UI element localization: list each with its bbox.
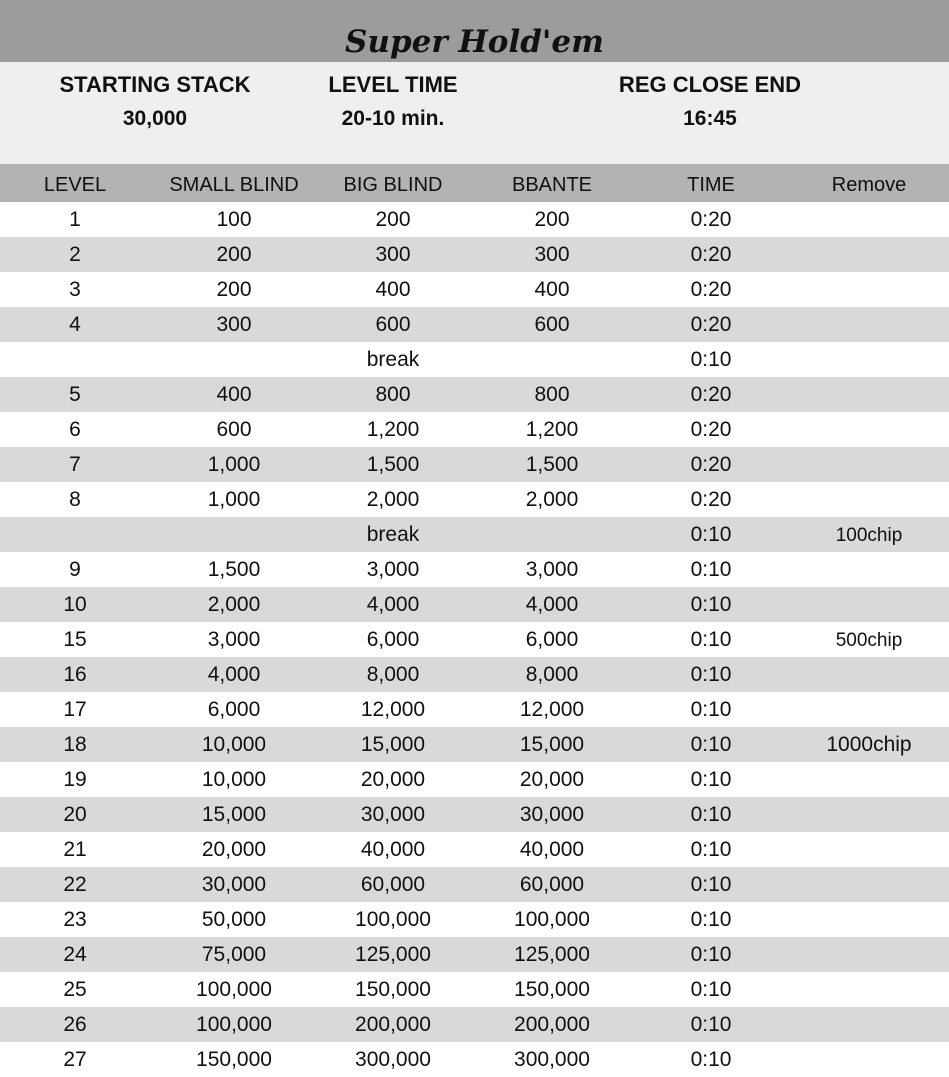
small-blind-cell: 100,000: [196, 1013, 272, 1036]
level-cell: 21: [63, 838, 87, 861]
small-blind-cell: 100: [216, 208, 252, 231]
bbante-cell: 2,000: [525, 488, 579, 511]
time-cell: 0:20: [690, 278, 732, 301]
small-blind-cell: 3,000: [207, 628, 261, 651]
bbante-cell: 100,000: [514, 908, 590, 931]
time-cell: 0:10: [690, 1013, 732, 1036]
reg-close-info: [619, 70, 801, 134]
remove-cell: 500chip: [835, 630, 903, 651]
time-cell: 0:10: [690, 663, 732, 686]
time-cell: 0:10: [690, 593, 732, 616]
bbante-cell: 1,200: [525, 418, 579, 441]
level-cell: 22: [63, 873, 87, 896]
table-row: [0, 727, 949, 762]
level-cell: 20: [63, 803, 87, 826]
table-row: [0, 1042, 949, 1077]
small-blind-cell: 2,000: [207, 593, 261, 616]
time-cell: 0:10: [690, 1048, 732, 1071]
table-header: [0, 164, 949, 202]
small-blind-cell: 400: [216, 383, 252, 406]
level-cell: 24: [63, 943, 87, 966]
level-cell: 26: [63, 1013, 87, 1036]
time-cell: 0:20: [690, 453, 732, 476]
big-blind-cell: 400: [375, 278, 411, 301]
big-blind-cell: break: [366, 348, 420, 371]
table-row: [0, 902, 949, 937]
big-blind-cell: 300,000: [355, 1048, 431, 1071]
time-cell: 0:20: [690, 313, 732, 336]
small-blind-cell: 200: [216, 278, 252, 301]
bbante-cell: 125,000: [514, 943, 590, 966]
time-cell: 0:10: [690, 628, 732, 651]
bbante-cell: 15,000: [519, 733, 585, 756]
reg-close-label: REG CLOSE END: [618, 72, 802, 97]
level-time-info: [328, 70, 457, 134]
small-blind-cell: 200: [216, 243, 252, 266]
big-blind-cell: 40,000: [360, 838, 426, 861]
level-cell: 5: [69, 383, 81, 406]
table-row: [0, 1007, 949, 1042]
bbante-cell: 4,000: [525, 593, 579, 616]
table-row: [0, 937, 949, 972]
small-blind-cell: 1,000: [207, 488, 261, 511]
level-cell: 18: [63, 733, 87, 756]
level-cell: 23: [63, 908, 87, 931]
header-big-blind: BIG BLIND: [343, 174, 443, 196]
small-blind-cell: 10,000: [201, 768, 267, 791]
break-row: [0, 342, 949, 377]
level-cell: 6: [69, 418, 81, 441]
remove-cell: 1000chip: [826, 733, 912, 756]
time-cell: 0:10: [690, 978, 732, 1001]
time-cell: 0:10: [690, 698, 732, 721]
time-cell: 0:20: [690, 243, 732, 266]
big-blind-cell: 4,000: [366, 593, 420, 616]
table-row: [0, 412, 949, 447]
bbante-cell: 12,000: [519, 698, 585, 721]
level-cell: 3: [69, 278, 81, 301]
level-cell: 8: [69, 488, 81, 511]
time-cell: 0:10: [690, 348, 732, 371]
table-row: [0, 587, 949, 622]
time-cell: 0:10: [690, 523, 732, 546]
time-cell: 0:10: [690, 803, 732, 826]
big-blind-cell: 60,000: [360, 873, 426, 896]
page-title: Super Hold'em: [345, 24, 604, 60]
table-row: [0, 272, 949, 307]
time-cell: 0:10: [690, 908, 732, 931]
bbante-cell: 1,500: [525, 453, 579, 476]
table-row: [0, 657, 949, 692]
big-blind-cell: 100,000: [355, 908, 431, 931]
small-blind-cell: 30,000: [201, 873, 267, 896]
level-cell: 15: [63, 628, 87, 651]
big-blind-cell: 8,000: [366, 663, 420, 686]
bbante-cell: 8,000: [525, 663, 579, 686]
bbante-cell: 3,000: [525, 558, 579, 581]
big-blind-cell: 12,000: [360, 698, 426, 721]
big-blind-cell: 800: [375, 383, 411, 406]
level-cell: 9: [69, 558, 81, 581]
small-blind-cell: 100,000: [196, 978, 272, 1001]
level-time-value: 20-10 min.: [341, 107, 445, 130]
header-level: LEVEL: [43, 174, 107, 196]
big-blind-cell: 150,000: [355, 978, 431, 1001]
header-remove: Remove: [831, 174, 907, 196]
level-cell: 1: [69, 208, 81, 231]
tournament-info: [0, 62, 949, 164]
big-blind-cell: break: [366, 523, 420, 546]
level-cell: 4: [69, 313, 81, 336]
table-row: [0, 447, 949, 482]
bbante-cell: 150,000: [514, 978, 590, 1001]
time-cell: 0:10: [690, 733, 732, 756]
bbante-cell: 40,000: [519, 838, 585, 861]
bbante-cell: 400: [534, 278, 570, 301]
time-cell: 0:10: [690, 943, 732, 966]
small-blind-cell: 300: [216, 313, 252, 336]
small-blind-cell: 4,000: [207, 663, 261, 686]
bbante-cell: 60,000: [519, 873, 585, 896]
small-blind-cell: 10,000: [201, 733, 267, 756]
small-blind-cell: 6,000: [207, 698, 261, 721]
big-blind-cell: 600: [375, 313, 411, 336]
level-cell: 2: [69, 243, 81, 266]
blind-table-body: [0, 202, 949, 1077]
level-cell: 16: [63, 663, 87, 686]
remove-cell: 100chip: [835, 525, 903, 546]
table-row: [0, 797, 949, 832]
level-cell: 27: [63, 1048, 87, 1071]
level-cell: 7: [69, 453, 81, 476]
big-blind-cell: 125,000: [355, 943, 431, 966]
small-blind-cell: 1,500: [207, 558, 261, 581]
big-blind-cell: 20,000: [360, 768, 426, 791]
level-cell: 10: [63, 593, 87, 616]
level-time-label: LEVEL TIME: [328, 72, 458, 97]
table-row: [0, 482, 949, 517]
big-blind-cell: 30,000: [360, 803, 426, 826]
big-blind-cell: 200: [375, 208, 411, 231]
table-row: [0, 202, 949, 237]
table-row: [0, 237, 949, 272]
small-blind-cell: 20,000: [201, 838, 267, 861]
small-blind-cell: 75,000: [201, 943, 267, 966]
small-blind-cell: 1,000: [207, 453, 261, 476]
header-small-blind: SMALL BLIND: [169, 174, 299, 196]
reg-close-value: 16:45: [683, 107, 737, 130]
table-row: [0, 692, 949, 727]
bbante-cell: 200,000: [514, 1013, 590, 1036]
small-blind-cell: 15,000: [201, 803, 267, 826]
starting-stack-value: 30,000: [122, 107, 188, 130]
bbante-cell: 300: [534, 243, 570, 266]
time-cell: 0:20: [690, 208, 732, 231]
bbante-cell: 6,000: [525, 628, 579, 651]
level-cell: 25: [63, 978, 87, 1001]
big-blind-cell: 1,500: [366, 453, 420, 476]
table-row: [0, 867, 949, 902]
table-row: [0, 762, 949, 797]
starting-stack-info: [59, 70, 250, 134]
time-cell: 0:10: [690, 768, 732, 791]
level-cell: 17: [63, 698, 87, 721]
table-row: [0, 307, 949, 342]
big-blind-cell: 200,000: [355, 1013, 431, 1036]
break-row: [0, 517, 949, 552]
big-blind-cell: 300: [375, 243, 411, 266]
bbante-cell: 30,000: [519, 803, 585, 826]
big-blind-cell: 1,200: [366, 418, 420, 441]
small-blind-cell: 150,000: [196, 1048, 272, 1071]
table-row: [0, 552, 949, 587]
time-cell: 0:10: [690, 873, 732, 896]
time-cell: 0:10: [690, 558, 732, 581]
big-blind-cell: 15,000: [360, 733, 426, 756]
big-blind-cell: 2,000: [366, 488, 420, 511]
time-cell: 0:20: [690, 383, 732, 406]
bbante-cell: 300,000: [514, 1048, 590, 1071]
time-cell: 0:20: [690, 418, 732, 441]
level-cell: 19: [63, 768, 87, 791]
bbante-cell: 20,000: [519, 768, 585, 791]
small-blind-cell: 50,000: [201, 908, 267, 931]
table-row: [0, 377, 949, 412]
time-cell: 0:20: [690, 488, 732, 511]
table-row: [0, 832, 949, 867]
big-blind-cell: 3,000: [366, 558, 420, 581]
time-cell: 0:10: [690, 838, 732, 861]
header-time: TIME: [687, 174, 735, 196]
bbante-cell: 600: [534, 313, 570, 336]
bbante-cell: 800: [534, 383, 570, 406]
starting-stack-label: STARTING STACK: [59, 72, 251, 97]
table-row: [0, 972, 949, 1007]
header-bbante: BBANTE: [511, 174, 593, 196]
table-row: [0, 622, 949, 657]
bbante-cell: 200: [534, 208, 570, 231]
big-blind-cell: 6,000: [366, 628, 420, 651]
title-bar: [0, 0, 949, 62]
small-blind-cell: 600: [216, 418, 252, 441]
